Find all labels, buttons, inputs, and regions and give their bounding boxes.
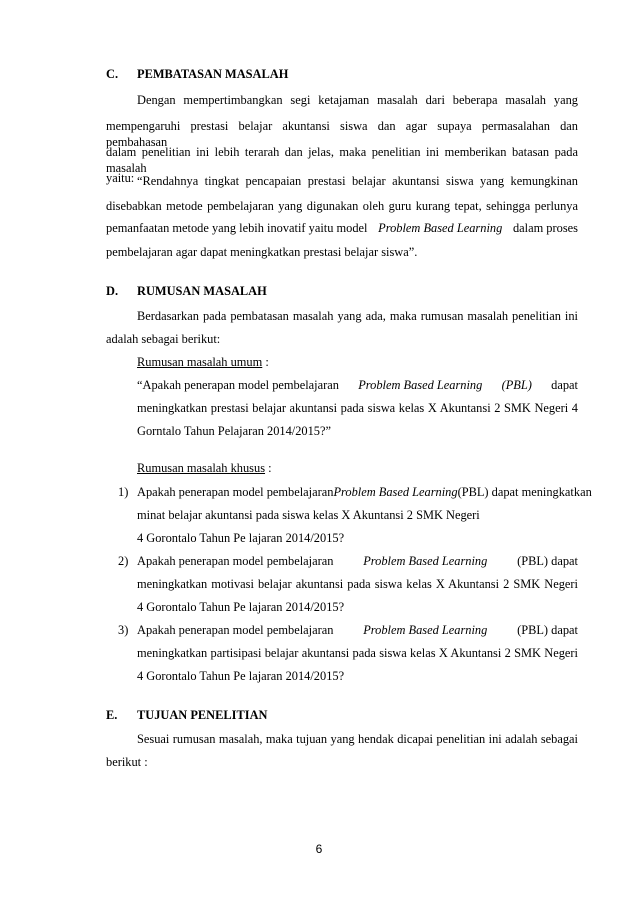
section-e-title: TUJUAN PENELITIAN <box>137 708 268 722</box>
text-run: Apakah penerapan model pembelajaran <box>137 623 334 637</box>
rumusan-khusus-label <box>137 460 272 476</box>
text-run: (PBL) dapat meningkatkan <box>457 485 592 499</box>
list-item-line <box>137 622 578 638</box>
text-run: (PBL) dapat <box>517 554 578 568</box>
list-item-line <box>137 553 578 569</box>
paragraph-line: Dengan mempertimbangkan segi ketajaman masalah dari beberapa masalah yang <box>137 93 578 107</box>
rumusan-umum-label <box>137 354 269 370</box>
umum-question-line: Gorntalo Tahun Pelajaran 2014/2015?” <box>137 424 332 438</box>
list-item-line: meningkatkan partisipasi belajar akuntansi pada siswa kelas X Akuntansi 2 SMK Negeri <box>137 646 578 660</box>
underlined-label: Rumusan masalah umum <box>137 355 263 369</box>
text-run: “Apakah penerapan model pembelajaran <box>137 378 339 392</box>
paragraph-line: dalam penelitian ini lebih terarah dan jelas, maka penelitian ini memberikan batasan pada masalah <box>106 145 578 175</box>
text-run: Apakah penerapan model pembelajaran <box>137 485 334 499</box>
italic-term: Problem Based Learning <box>363 554 488 568</box>
text-run: dalam proses <box>512 221 578 235</box>
section-d-title: RUMUSAN MASALAH <box>137 284 267 298</box>
text-run: (PBL) dapat <box>517 623 578 637</box>
paragraph-line: adalah sebagai berikut: <box>106 332 221 346</box>
umum-question-line <box>137 377 578 393</box>
paragraph-line: mempengaruhi prestasi belajar akuntansi siswa dan agar supaya permasalahan dan pembahasan <box>106 119 578 149</box>
list-number: 2) <box>118 554 129 568</box>
paragraph-line: berikut : <box>106 755 148 769</box>
list-item-line: meningkatkan motivasi belajar akuntansi pada siswa kelas X Akuntansi 2 SMK Negeri <box>137 577 578 591</box>
text-run: pemanfaatan metode yang lebih inovatif yaitu model <box>106 221 368 235</box>
section-c-title: PEMBATASAN MASALAH <box>137 67 289 81</box>
list-item-line: 4 Gorontalo Tahun Pe lajaran 2014/2015? <box>137 600 345 614</box>
list-item-line <box>137 484 592 500</box>
italic-term: Problem Based Learning <box>333 485 458 499</box>
colon: : <box>262 355 269 369</box>
italic-abbrev: (PBL) <box>501 378 532 392</box>
list-item-line: minat belajar akuntansi pada siswa kelas X Akuntansi 2 SMK Negeri <box>137 508 480 522</box>
list-item-line: 4 Gorontalo Tahun Pe lajaran 2014/2015? <box>137 531 345 545</box>
quote-line: “Rendahnya tingkat pencapaian prestasi belajar akuntansi siswa yang kemungkinan <box>137 174 578 188</box>
umum-question-line: meningkatkan prestasi belajar akuntansi pada siswa kelas X Akuntansi 2 SMK Negeri 4 <box>137 401 578 415</box>
paragraph-line: yaitu: <box>106 171 135 185</box>
quote-line: pembelajaran agar dapat meningkatkan prestasi belajar siswa”. <box>106 245 418 259</box>
italic-term: Problem Based Learning <box>363 623 488 637</box>
text-run: Apakah penerapan model pembelajaran <box>137 554 334 568</box>
italic-term: Problem Based Learning <box>378 221 503 235</box>
text-run: dapat <box>551 378 578 392</box>
page-number: 6 <box>315 842 323 856</box>
underlined-label: Rumusan masalah khusus <box>137 461 266 475</box>
colon: : <box>265 461 272 475</box>
list-number: 1) <box>118 485 129 499</box>
quote-line <box>106 220 578 236</box>
list-number: 3) <box>118 623 129 637</box>
italic-term: Problem Based Learning <box>358 378 483 392</box>
section-d-letter: D. <box>106 284 119 298</box>
section-letter: C. <box>106 67 119 81</box>
list-item-line: 4 Gorontalo Tahun Pe lajaran 2014/2015? <box>137 669 345 683</box>
quote-line: disebabkan metode pembelajaran yang digunakan oleh guru kurang tepat, sehingga perlunya <box>106 199 578 213</box>
paragraph-line: Sesuai rumusan masalah, maka tujuan yang hendak dicapai penelitian ini adalah sebagai <box>137 732 578 746</box>
paragraph-line: Berdasarkan pada pembatasan masalah yang ada, maka rumusan masalah penelitian ini <box>137 309 578 323</box>
section-e-letter: E. <box>106 708 118 722</box>
